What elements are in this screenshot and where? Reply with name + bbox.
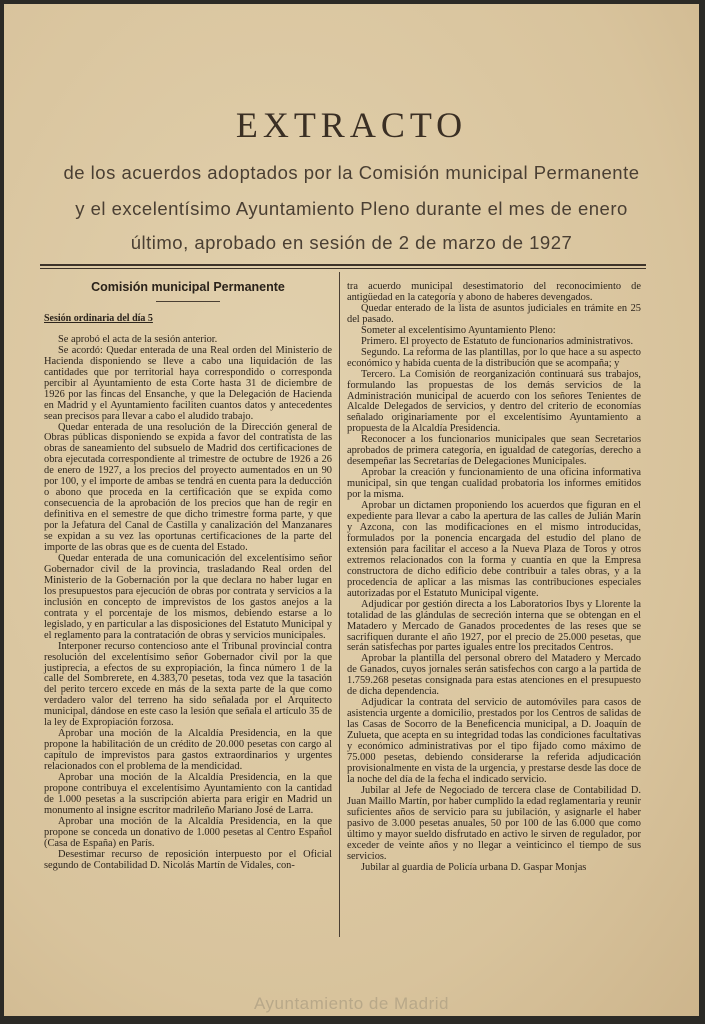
right-column — [347, 282, 641, 873]
paragraph: Quedar enterada de una comunicación del excelentísimo señor Gobernador civil de la provincia, trasladando Real orden del Ministerio de la Gobernación por la que declara no haber lugar en los presupuestos para ejecución de obras por contrata y servicios a la inclusión en concepto de imprevistos de los gastos anejos a la contrata y el porcentaje de los mismos, debiendo estarse a lo legislado, y en particular a las disposiciones del Estatuto Municipal y el reglamento para la contratación de obras y servicios municipales. — [44, 552, 332, 641]
paragraph: Se aprobó el acta de la sesión anterior. — [58, 333, 218, 345]
header-rule-thin — [40, 268, 646, 269]
paragraph: Interponer recurso contencioso ante el Tribunal provincial contra resolución del excelentísimo señor Gobernador civil por la que justiprecia, a efectos de su expropiación, la finca número 1 de la calle del Sombrerete, en 4.383,70 pesetas, toda vez que la tasación del perito tercero excede en más de la sexta parte de la que como verdadero valor del terreno ha sido señalada por el Arquitecto municipal, dándose en este caso la lesión que señala el artículo 35 de la ley de Expropiación forzosa. — [44, 640, 332, 729]
watermark: Ayuntamiento de Madrid — [254, 994, 449, 1013]
paragraph: Adjudicar la contrata del servicio de automóviles para casos de asistencia urgente a domicilio, prestados por los Centros de salidas de las Casas de Socorro de la Beneficencia municipal, a D. Joaquín de Zulueta, que acepta en su integridad todas las condiciones facultativas y económico administrativas por el tipo fijado como máximo de 75.000 pesetas, debiendo considerarse la referida adjudicación provisionalmente en vista de la urgencia, y prestarse desde las doce de la noche del día de la fecha el indicado servicio. — [347, 697, 641, 785]
paragraph: Someter al excelentísimo Ayuntamiento Pleno: — [361, 324, 556, 336]
paragraph: Se acordó: Quedar enterada de una Real orden del Ministerio de Hacienda disponiendo se lleve a cabo una liquidación de las cantidades que por territorial haya correspondido o corresponda percibir al Ayuntamiento de esta Corte hasta 31 de diciembre de 1926 por las fincas del Ensanche, y que la Delegación de Hacienda en Madrid y el Ayuntamiento faciliten cuantos datos y antecedentes sean precisos para llevar a cabo el aludido trabajo. — [44, 344, 332, 422]
section-heading: Comisión municipal Permanente — [91, 280, 285, 294]
paragraph: Aprobar un dictamen proponiendo los acuerdos que figuran en el expediente para llevar a cabo la apertura de las calles de Julián Marín y Azcona, con las modificaciones en el mismo introducidas, formulados por la ponencia encargada del estudio del plano de extensión para facilitar el acceso a la Nueva Plaza de Toros y otros extremos relacionados con la forma y cuantía en que la Empresa constructora de dicho edificio debe contribuir a tales obras, y a la procedencia de aplicar a las mismas las contribuciones especiales autorizadas por el Estatuto Municipal vigente. — [347, 500, 641, 599]
paragraph: Aprobar la plantilla del personal obrero del Matadero y Mercado de Ganados, cuyos jornales serán satisfechos con cargo a la partida de 1.759.268 pesetas consignada para estas atenciones en el presupuesto de dicha dependencia. — [347, 653, 641, 698]
left-column — [44, 276, 332, 872]
paragraph: Quedar enterada de una resolución de la Dirección general de Obras públicas disponiendo se expida a favor del contratista de las obras de saneamiento del subsuelo de Madrid dos certificaciones de obra ejecutada correspondiente al trimestre de octubre de 1926 a 26 de enero de 1927, a los precios del proyecto aumentados en un 90 por 100, y el importe de ambas se tendrá en cuenta para la deducción o abono que proceda en la certificación que se expida como consecuencia de la aprobación de los precios que han de regir en definitiva en el semestre de que dicho trimestre forma parte, y que por la Jefatura del Canal de Castilla y canalización del Manzanares se expidan a su vez las oportunas certificaciones de la parte del importe de las obras que es de cuenta del Estado. — [44, 421, 332, 554]
paragraph: Adjudicar por gestión directa a los Laboratorios Ibys y Llorente la totalidad de las glándulas de secreción interna que se obtengan en el Matadero y Mercado de Ganados procedentes de las reses que se sacrifiquen durante el año 1927, por el precio de 25.000 pesetas, que serán satisfechas por partes iguales entre los precitados Centros. — [347, 598, 641, 654]
paragraph: Jubilar al guardia de Policía urbana D. Gaspar Monjas — [361, 861, 587, 873]
paragraph: Desestimar recurso de reposición interpuesto por el Oficial segundo de Contabilidad D. Nicolás Martín de Vidales, con- — [44, 848, 332, 871]
header-rule — [40, 264, 646, 266]
page-title: EXTRACTO — [235, 105, 468, 145]
paragraph: tra acuerdo municipal desestimatorio del reconocimiento de antigüedad en la categoría y abono de haberes devengados. — [347, 281, 641, 303]
paragraph: Reconocer a los funcionarios municipales que sean Secretarios aprobados de primera categoría, en igualdad de categorías, derecho a desempeñar las Secretarías de Delegaciones Municipales. — [347, 434, 641, 468]
session-title: Sesión ordinaria del día 5 — [44, 312, 153, 324]
paragraph: Segundo. La reforma de las plantillas, por lo que hace a su aspecto económico y habida cuenta de la distribución que se acompaña; y — [347, 346, 641, 369]
subtitle-line-2: y el excelentísimo Ayuntamiento Pleno durante el mes de enero — [75, 198, 628, 219]
paragraph: Primero. El proyecto de Estatuto de funcionarios administrativos. — [361, 335, 634, 347]
subtitle-line-1: de los acuerdos adoptados por la Comisión municipal Permanente — [63, 162, 640, 183]
paragraph: Aprobar una moción de la Alcaldía Presidencia, en la que propone se conceda un donativo de 1.000 pesetas al Centro Español (Casa de España) en París. — [44, 815, 332, 849]
subtitle-line-3: último, aprobado en sesión de 2 de marzo de 1927 — [130, 232, 573, 253]
column-divider — [339, 272, 340, 937]
paragraph: Aprobar una moción de la Alcaldía Presidencia, en la que propone la habilitación de un crédito de 20.000 pesetas con cargo al capítulo de imprevistos para gastos extraordinarios y urgentes relacionados con el problema de la mendicidad. — [44, 728, 332, 773]
paragraph: Quedar enterado de la lista de asuntos judiciales en trámite en 25 del pasado. — [347, 302, 641, 325]
section-divider — [156, 301, 220, 302]
paragraph: Aprobar una moción de la Alcaldía Presidencia, en la que propone contribuya el excelentísimo Ayuntamiento con la cantidad de 1.000 pesetas a la suscripción abierta para erigir en Madrid un monumento al insigne escritor madrileño Mariano José de Larra. — [44, 772, 332, 816]
document-page — [4, 4, 699, 1016]
paragraph: Tercero. La Comisión de reorganización continuará sus trabajos, formulando las propuestas de los demás servicios de la Administración municipal de acuerdo con los señores Tenientes de Alcalde Delegados de servicios, y dentro del criterio de economías señalado originariamente por el excelentísimo Ayuntamiento a propuesta de la Alcaldía Presidencia. — [347, 368, 641, 435]
paragraph: Jubilar al Jefe de Negociado de tercera clase de Contabilidad D. Juan Maillo Martín, por haber cumplido la edad reglamentaria y reunir suficientes años de servicio para su jubilación, y asignarle el haber pasivo de 3.000 pesetas anuales, 50 por 100 de las 6.000 que como último y mayor sueldo disfrutado en activo le sirven de regulador, por exceder de veinte años y no llegar a veinticinco el tiempo de sus servicios. — [347, 784, 642, 862]
paragraph: Aprobar la creación y funcionamiento de una oficina informativa municipal, sin que tengan cualidad probatoria los informes emitidos por la misma. — [347, 467, 641, 501]
